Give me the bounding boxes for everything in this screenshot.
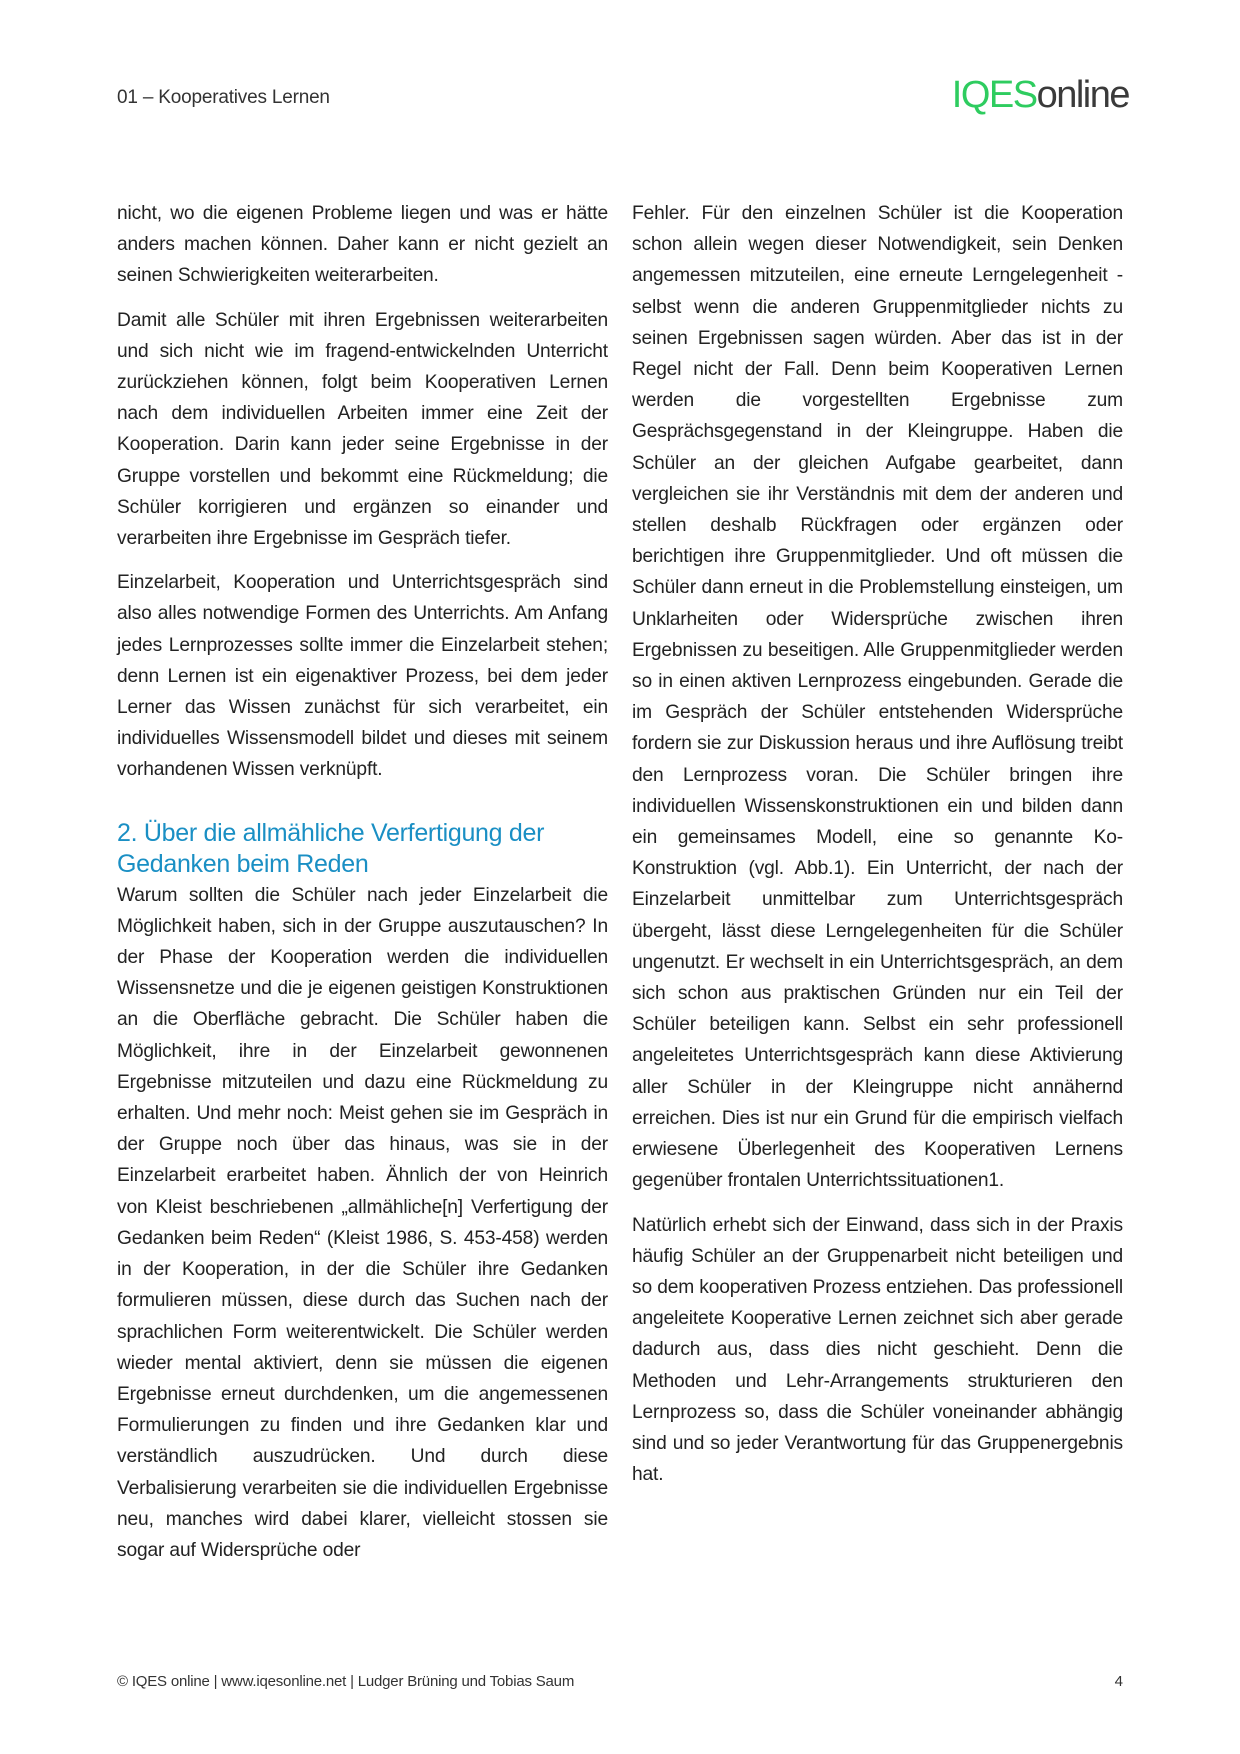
paragraph: Fehler. Für den einzelnen Schüler ist die Kooperation schon allein wegen dieser Notwendigkeit, sein Denken angemessen mitzuteilen, eine erneute Lerngelegenheit - selbst wenn die anderen Gruppenmitglieder nichts zu seinen Ergebnissen sagen würden. Aber das ist in der Regel nicht der Fall. Denn beim Kooperativen Lernen werden die vorgestellten Ergebnisse zum Gesprächsgegenstand in der Kleingruppe. Haben die Schüler an der gleichen Aufgabe gearbeitet, dann vergleichen sie ihr Verständnis mit dem der anderen und stellen deshalb Rückfragen oder ergänzen oder berichtigen ihre Gruppenmitglieder. Und oft müssen die Schüler dann erneut in die Problemstellung einsteigen, um Unklarheiten oder Widersprüche zwischen ihren Ergebnissen zu beseitigen. Alle Gruppenmitglieder werden so in einen aktiven Lernprozess eingebunden. Gerade die im Gespräch der Schüler entstehenden Widersprüche fordern sie zur Diskussion heraus und ihre Auflösung treibt den Lernprozess voran. Die Schüler bringen ihre individuellen Wissenskonstruktionen ein und bilden dann ein gemeinsames Modell, eine so genannte Ko-Konstruktion (vgl. Abb.1). Ein Unterricht, der nach der Einzelarbeit unmittelbar zum Unterrichtsgespräch übergeht, lässt diese Lerngelegenheiten für die Schüler ungenutzt. Er wechselt in ein Unterrichtsgespräch, an dem sich schon aus praktischen Gründen nur ein Teil der Schüler beteiligen kann. Selbst ein sehr professionell angeleitetes Unterrichtsgespräch kann diese Aktivierung aller Schüler in der Kleingruppe nicht annähernd erreichen. Dies ist nur ein Grund für die empirisch vielfach erwiesene Überlegenheit des Kooperativen Lernens gegenüber frontalen Unterrichtssituationen1. bbox=[632, 203, 1123, 1192]
page-number: 4 bbox=[1114, 1673, 1123, 1690]
left-column bbox=[117, 198, 608, 1579]
right-column bbox=[632, 198, 1123, 1503]
section-heading: 2. Über die allmähliche Verfertigung der Gedanken beim Reden bbox=[117, 818, 545, 878]
logo-iqes: IQES bbox=[951, 74, 1037, 116]
footer-credits: © IQES online | www.iqesonline.net | Ludger Brüning und Tobias Saum bbox=[117, 1673, 575, 1690]
paragraph: Damit alle Schüler mit ihren Ergebnissen weiterarbeiten und sich nicht wie im fragend-entwickelnden Unterricht zurückziehen können, folgt beim Kooperativen Lernen nach dem individuellen Arbeiten immer eine Zeit der Kooperation. Darin kann jeder seine Ergebnisse in der Gruppe vorstellen und bekommt eine Rückmeldung; die Schüler korrigieren und ergänzen so einander und verarbeiten ihre Ergebnisse im Gespräch tiefer. bbox=[117, 309, 608, 550]
document-section-title: 01 – Kooperatives Lernen bbox=[117, 87, 330, 108]
paragraph: Einzelarbeit, Kooperation und Unterrichtsgespräch sind also alles notwendige Formen des Unterrichts. Am Anfang jedes Lernprozesses sollte immer die Einzelarbeit stehen; denn Lernen ist ein eigenaktiver Prozess, bei dem jeder Lerner das Wissen zunächst für sich verarbeitet, ein individuelles Wissensmodell bildet und dieses mit seinem vorhandenen Wissen verknüpft. bbox=[117, 572, 608, 781]
paragraph: nicht, wo die eigenen Probleme liegen und was er hätte anders machen können. Daher kann er nicht gezielt an seinen Schwierigkeiten weiterarbeiten. bbox=[117, 203, 608, 287]
logo-online: online bbox=[1036, 74, 1129, 116]
paragraph: Natürlich erhebt sich der Einwand, dass sich in der Praxis häufig Schüler an der Gruppenarbeit nicht beteiligen und so dem kooperativen Prozess entziehen. Das professionell angeleitete Kooperative Lernen zeichnet sich aber gerade dadurch aus, dass dies nicht geschieht. Denn die Methoden und Lehr-Arrangements strukturieren den Lernprozess so, dass die Schüler voneinander abhängig sind und so jeder Verantwortung für das Gruppenergebnis hat. bbox=[632, 1214, 1123, 1486]
iqes-online-logo bbox=[952, 76, 1129, 114]
paragraph: Warum sollten die Schüler nach jeder Einzelarbeit die Möglichkeit haben, sich in der Gruppe auszutauschen? In der Phase der Kooperation werden die individuellen Wissensnetze und die je eigenen geistigen Konstruktionen an die Oberfläche gebracht. Die Schüler haben die Möglichkeit, ihre in der Einzelarbeit gewonnenen Ergebnisse mitzuteilen und dazu eine Rückmeldung zu erhalten. Und mehr noch: Meist gehen sie im Gespräch in der Gruppe noch über das hinaus, was sie in der Einzelarbeit erarbeitet haben. Ähnlich der von Heinrich von Kleist beschriebenen „allmähliche[n] Verfertigung der Gedanken beim Reden“ (Kleist 1986, S. 453-458) werden in der Kooperation, in der die Schüler ihre Gedanken formulieren müssen, diese durch das Suchen nach der sprachlichen Form weiterentwickelt. Die Schüler werden wieder mental aktiviert, denn sie müssen die eigenen Ergebnisse erneut durchdenken, um die angemessenen Formulierungen zu finden und ihre Gedanken klar und verständlich auszudrücken. Und durch diese Verbalisierung verarbeiten sie die individuellen Ergebnisse neu, manches wird dabei klarer, vielleicht stossen sie sogar auf Widersprüche oder bbox=[117, 884, 608, 1561]
